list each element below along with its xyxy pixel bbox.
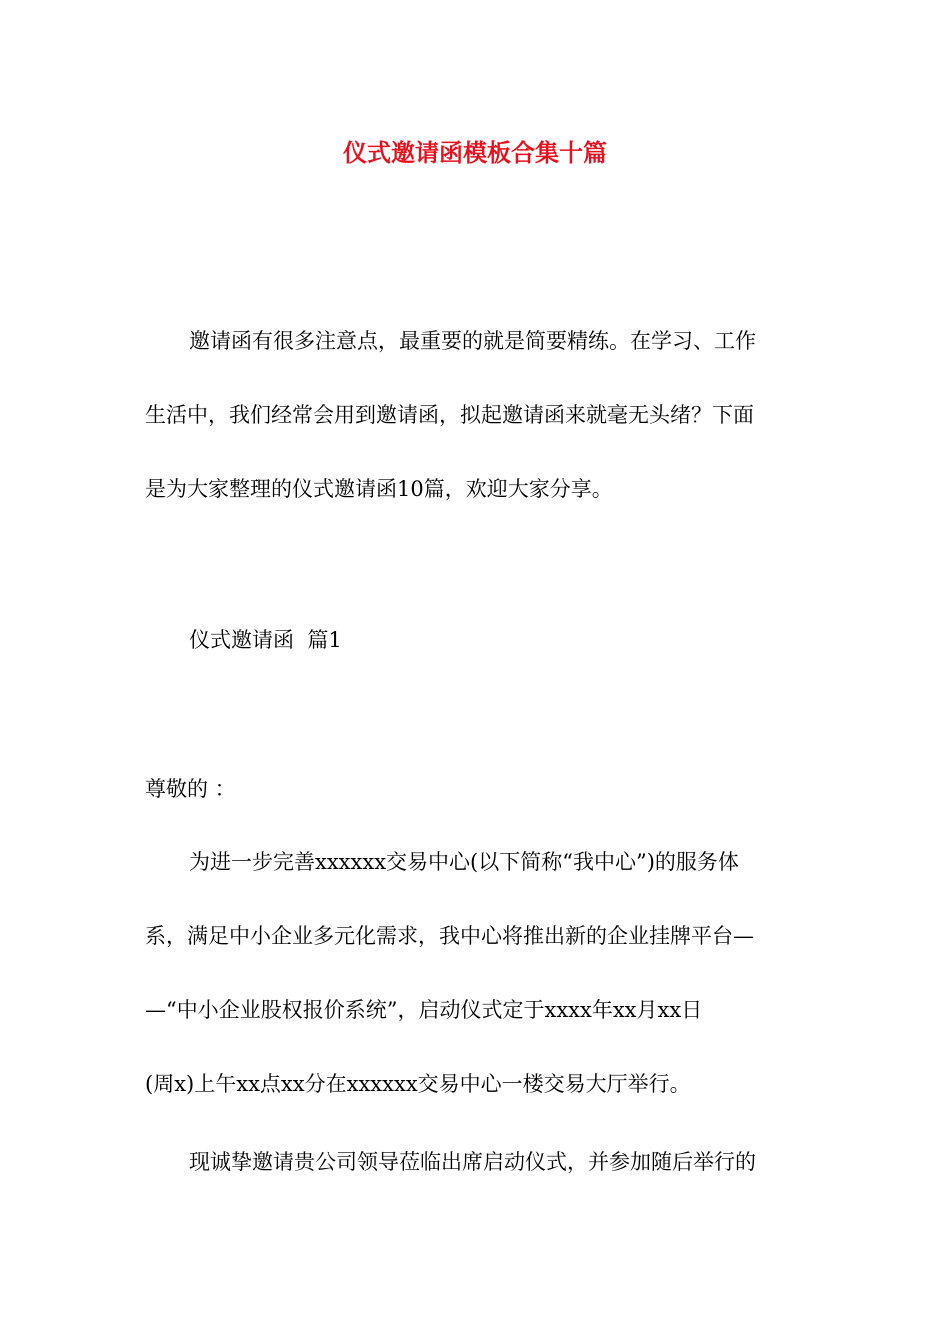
body-paragraph-1 bbox=[145, 838, 807, 1108]
intro-line: 邀请函有很多注意点，最重要的就是简要精练。在学习、工作 bbox=[189, 329, 756, 353]
body-line: (周x)上午xx点xx分在xxxxxx交易中心一楼交易大厅举行。 bbox=[145, 1072, 691, 1096]
body-line: 为进一步完善xxxxxx交易中心(以下简称“我中心”)的服务体 bbox=[189, 850, 739, 874]
intro-line: 是为大家整理的仪式邀请函10篇，欢迎大家分享。 bbox=[145, 477, 613, 501]
intro-paragraph bbox=[145, 317, 807, 513]
body-line: 现诚挚邀请贵公司领导莅临出席启动仪式，并参加随后举行的 bbox=[189, 1150, 756, 1174]
body-paragraph-2 bbox=[145, 1138, 807, 1186]
salutation-text: 尊敬的 ： bbox=[145, 777, 236, 801]
salutation bbox=[145, 765, 807, 813]
section-heading-text: 仪式邀请函 篇1 bbox=[189, 628, 342, 652]
document-title: 仪式邀请函模板合集十篇 bbox=[343, 139, 607, 167]
body-line: 系，满足中小企业多元化需求，我中心将推出新的企业挂牌平台— bbox=[145, 924, 754, 948]
intro-line: 生活中，我们经常会用到邀请函，拟起邀请函来就毫无头绪？下面 bbox=[145, 403, 754, 427]
section-heading bbox=[145, 616, 807, 664]
body-line: —“中小企业股权报价系统”，启动仪式定于xxxx年xx月xx日 bbox=[145, 998, 703, 1022]
